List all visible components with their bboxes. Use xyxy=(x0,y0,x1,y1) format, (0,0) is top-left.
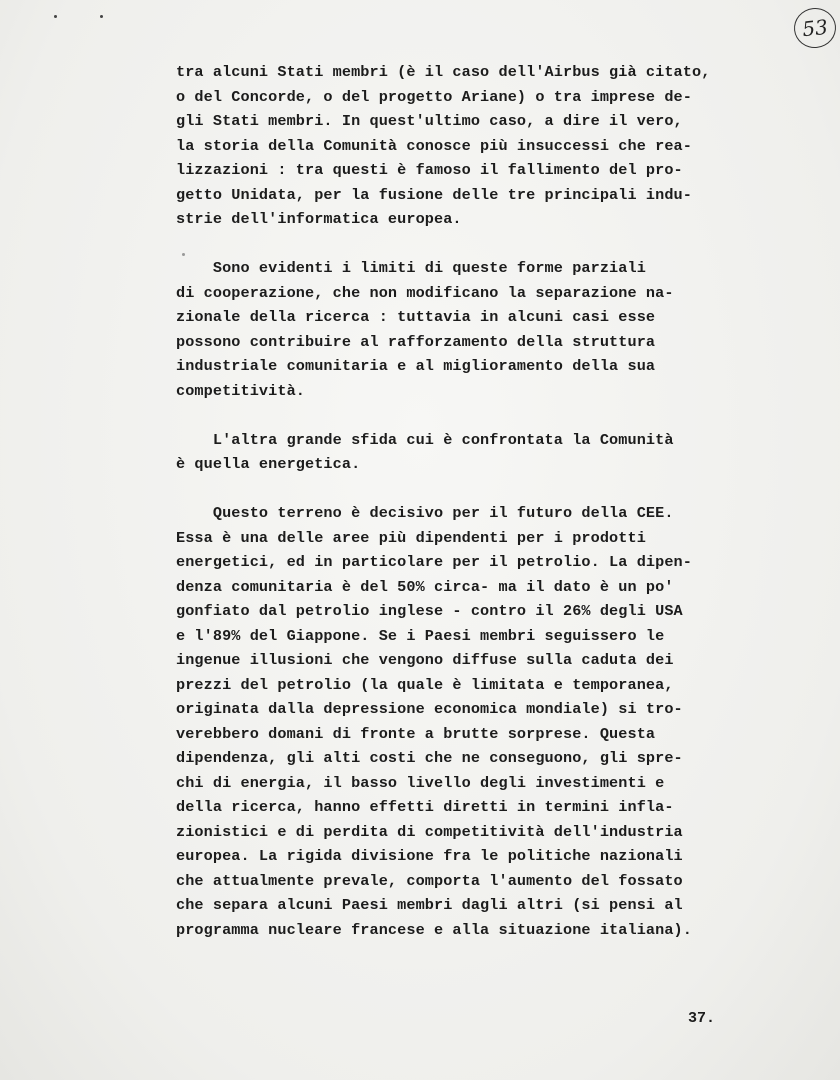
paragraph xyxy=(176,428,736,477)
text-line: gli Stati membri. In quest'ultimo caso, a dire il vero, xyxy=(176,112,683,130)
text-line: di cooperazione, che non modificano la separazione na- xyxy=(176,283,674,302)
text-line: della ricerca, hanno effetti diretti in termini infla- xyxy=(176,798,674,816)
page-number: 37. xyxy=(688,1010,716,1027)
text-line: europea. La rigida divisione fra le politiche nazionali xyxy=(176,847,683,865)
scan-speck xyxy=(54,15,57,18)
text-line: prezzi del petrolio (la quale è limitata e temporanea, xyxy=(176,675,674,694)
page-stamp-number: 53 xyxy=(792,6,838,50)
text-line: industriale comunitaria e al miglioramento della sua xyxy=(176,357,656,375)
text-line: Sono evidenti i limiti di queste forme parziali xyxy=(176,259,646,277)
paragraph xyxy=(176,60,736,232)
text-line: verebbero domani di fronte a brutte sorprese. Questa xyxy=(176,724,656,743)
text-line: che separa alcuni Paesi membri dagli altri (si pensi al xyxy=(176,896,683,914)
text-line: lizzazioni : tra questi è famoso il fallimento del pro- xyxy=(176,161,683,179)
text-line: e l'89% del Giappone. Se i Paesi membri seguissero le xyxy=(176,626,665,645)
text-line: che attualmente prevale, comporta l'aumento del fossato xyxy=(176,871,683,890)
text-line: L'altra grande sfida cui è confrontata la Comunità xyxy=(176,430,674,449)
text-line: Essa è una delle aree più dipendenti per i prodotti xyxy=(176,528,646,547)
text-line: possono contribuire al rafforzamento della struttura xyxy=(176,332,656,351)
text-line: dipendenza, gli alti costi che ne conseguono, gli spre- xyxy=(176,749,683,767)
body-text xyxy=(176,60,736,967)
text-line: Questo terreno è decisivo per il futuro della CEE. xyxy=(176,504,674,522)
text-line: energetici, ed in particolare per il petrolio. La dipen- xyxy=(176,553,692,571)
text-line: zionistici e di perdita di competitività dell'industria xyxy=(176,822,683,841)
scan-speck xyxy=(100,15,103,18)
text-line: getto Unidata, per la fusione delle tre principali indu- xyxy=(176,185,692,204)
text-line: ingenue illusioni che vengono diffuse sulla caduta dei xyxy=(176,651,674,669)
text-line: gonfiato dal petrolio inglese - contro il 26% degli USA xyxy=(176,602,683,620)
paragraph xyxy=(176,256,736,403)
text-line: zionale della ricerca : tuttavia in alcuni casi esse xyxy=(176,308,656,326)
text-line: o del Concorde, o del progetto Ariane) o tra imprese de- xyxy=(176,87,692,106)
text-line: la storia della Comunità conosce più insuccessi che rea- xyxy=(176,136,692,155)
text-line: originata dalla depressione economica mondiale) si tro- xyxy=(176,700,683,718)
text-line: strie dell'informatica europea. xyxy=(176,210,462,228)
text-line: tra alcuni Stati membri (è il caso dell'Airbus già citato, xyxy=(176,63,711,81)
text-line: competitività. xyxy=(176,381,305,400)
text-line: chi di energia, il basso livello degli investimenti e xyxy=(176,773,665,792)
text-line: è quella energetica. xyxy=(176,455,361,473)
text-line: programma nucleare francese e alla situazione italiana). xyxy=(176,920,692,939)
text-line: denza comunitaria è del 50% circa- ma il dato è un po' xyxy=(176,577,674,596)
paragraph xyxy=(176,501,736,942)
